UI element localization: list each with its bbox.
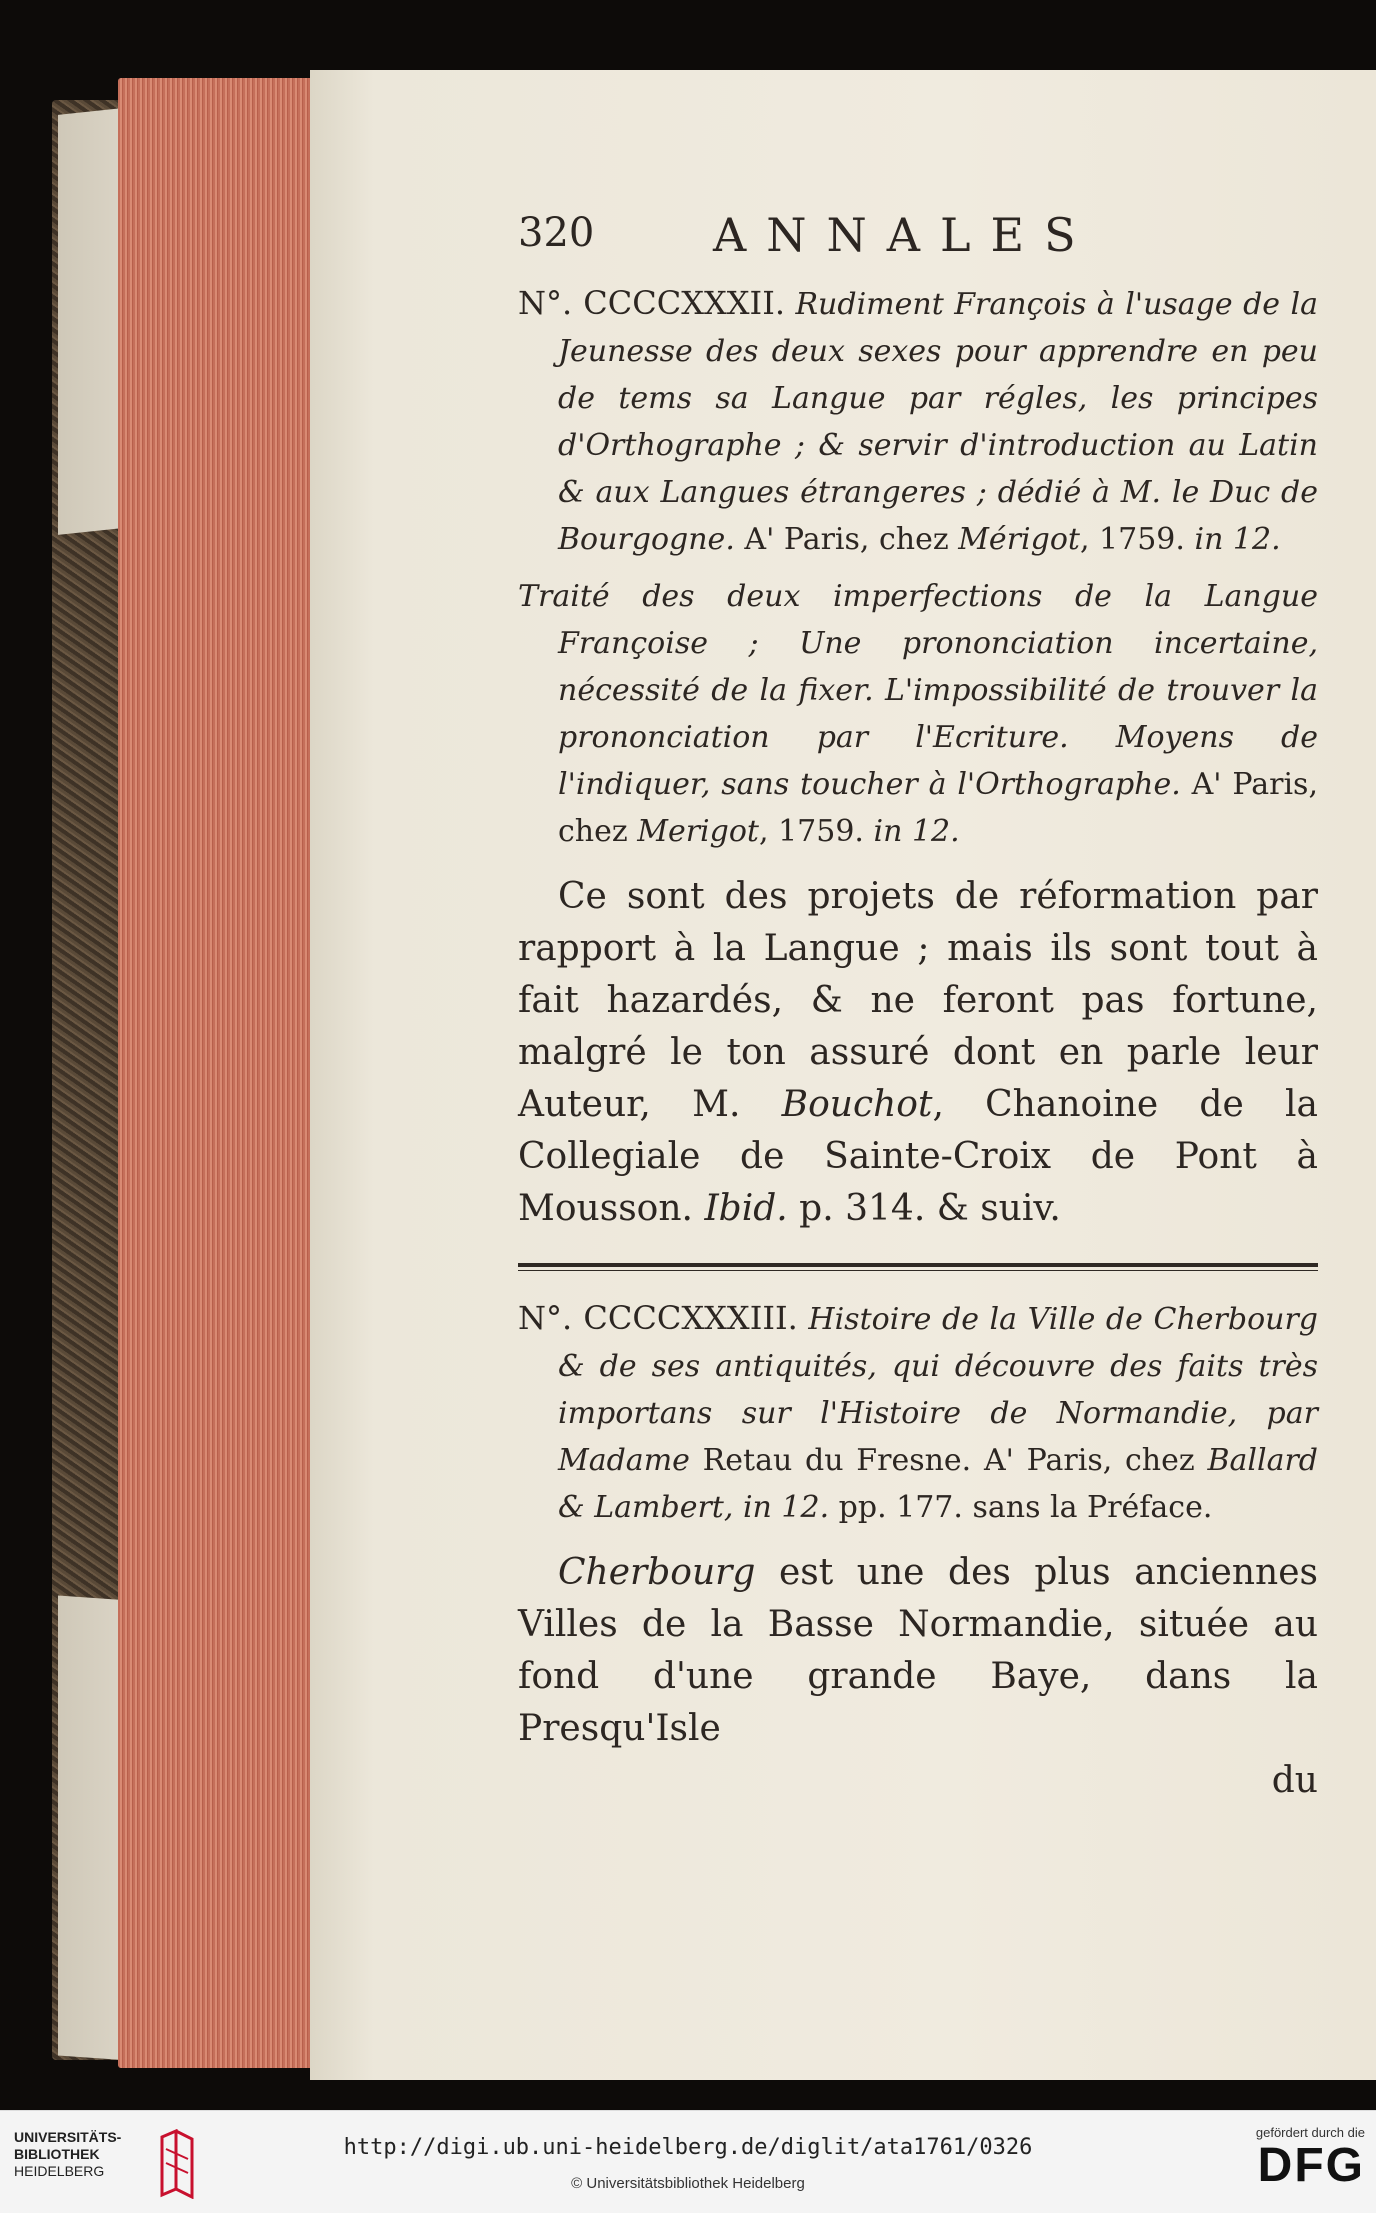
- catalog-entry-2: [518, 573, 1318, 855]
- entry-author: Retau du Fresne.: [702, 1443, 972, 1478]
- entry-format: in 12.: [742, 1490, 830, 1525]
- entry-imprint: A' Paris, chez: [558, 767, 1318, 849]
- dfg-wordmark: DFG: [1257, 2139, 1365, 2192]
- viewer-footer: [0, 2110, 1376, 2213]
- entry-number: N°. CCCCXXXII.: [518, 284, 785, 322]
- entry-title: Rudiment François à l'usage de la Jeunesse des deux sexes pour apprendre en peu de tems sa Langue par régles, les principes d'Orthographe ; & servir d'introduction au Latin & aux Langues étrangeres ; dédié à M. le Duc de Bourgogne.: [558, 287, 1318, 557]
- entry-format: in 12.: [1194, 522, 1281, 557]
- running-title: ANNALES: [713, 208, 1096, 262]
- entry-imprint: A' Paris, chez: [984, 1443, 1195, 1478]
- paragraph-text: est une des plus anciennes Villes de la Basse Normandie, située au fond d'une grande Baye, dans la Presqu'Isle: [518, 1552, 1318, 1749]
- running-head: [518, 200, 1318, 270]
- commentary-paragraph-2: [518, 1547, 1318, 1755]
- entry-year: 1759.: [778, 814, 864, 849]
- commentary-paragraph-1: [518, 871, 1318, 1235]
- catalog-entry-1: [518, 280, 1318, 563]
- author-name: Bouchot: [781, 1084, 933, 1125]
- entry-madame: Madame: [558, 1443, 690, 1478]
- paragraph-text: Ce sont des projets de réformation par rapport à la Langue ; mais ils sont tout à fait hazardés, & ne feront pas fortune, malgré le ton assuré dont en parle leur Auteur, M.: [518, 876, 1318, 1125]
- permalink-url[interactable]: http://digi.ub.uni-heidelberg.de/diglit/ata1761/0326: [343, 2135, 1033, 2160]
- entry-title: Traité des deux imperfections de la Langue Françoise ; Une prononciation incertaine, nécessité de la fixer. L'impossibilité de trouver la prononciation par l'Ecriture. Moyens de l'indiquer, sans toucher à l'Orthographe.: [518, 579, 1318, 802]
- dfg-logo[interactable]: [1195, 2125, 1365, 2205]
- entry-imprint: A' Paris, chez: [744, 522, 949, 557]
- entry-year: , 1759.: [1079, 522, 1185, 557]
- paragraph-text: , Chanoine de la Collegiale de Sainte-Croix de Pont à Mousson.: [518, 1084, 1318, 1229]
- red-page-edges: [118, 78, 313, 2068]
- ibid-reference: Ibid.: [704, 1188, 788, 1229]
- entry-title: Histoire de la Ville de Cherbourg & de ses antiquités, qui découvre des faits très importans sur l'Histoire de Normandie, par: [558, 1302, 1319, 1431]
- library-name-line-2: BIBLIOTHEK: [14, 2146, 100, 2162]
- entry-comma: ,: [758, 814, 769, 849]
- page-reference: p. 314. & suiv.: [799, 1188, 1061, 1229]
- lead-word: Cherbourg: [558, 1552, 756, 1593]
- page-number: 320: [518, 210, 595, 256]
- catchword: du: [1271, 1760, 1318, 1801]
- library-name-line-1: UNIVERSITÄTS-: [14, 2129, 122, 2145]
- copyright-notice: © Universitätsbibliothek Heidelberg: [571, 2175, 805, 2192]
- library-name-line-3: HEIDELBERG: [14, 2163, 105, 2179]
- entry-format: in 12.: [873, 814, 960, 849]
- entry-publisher: Mérigot: [958, 522, 1080, 557]
- catalog-entry-3: [518, 1295, 1318, 1531]
- section-divider-rule: [518, 1263, 1318, 1271]
- entry-publisher: Ballard & Lambert,: [558, 1443, 1319, 1525]
- entry-publisher: Merigot: [637, 814, 759, 849]
- text-column: [518, 200, 1318, 1807]
- funded-by-label: gefördert durch die: [1255, 2125, 1365, 2140]
- entry-pages: pp. 177. sans la Préface.: [838, 1490, 1213, 1525]
- entry-number: N°. CCCCXXXIII.: [518, 1299, 798, 1337]
